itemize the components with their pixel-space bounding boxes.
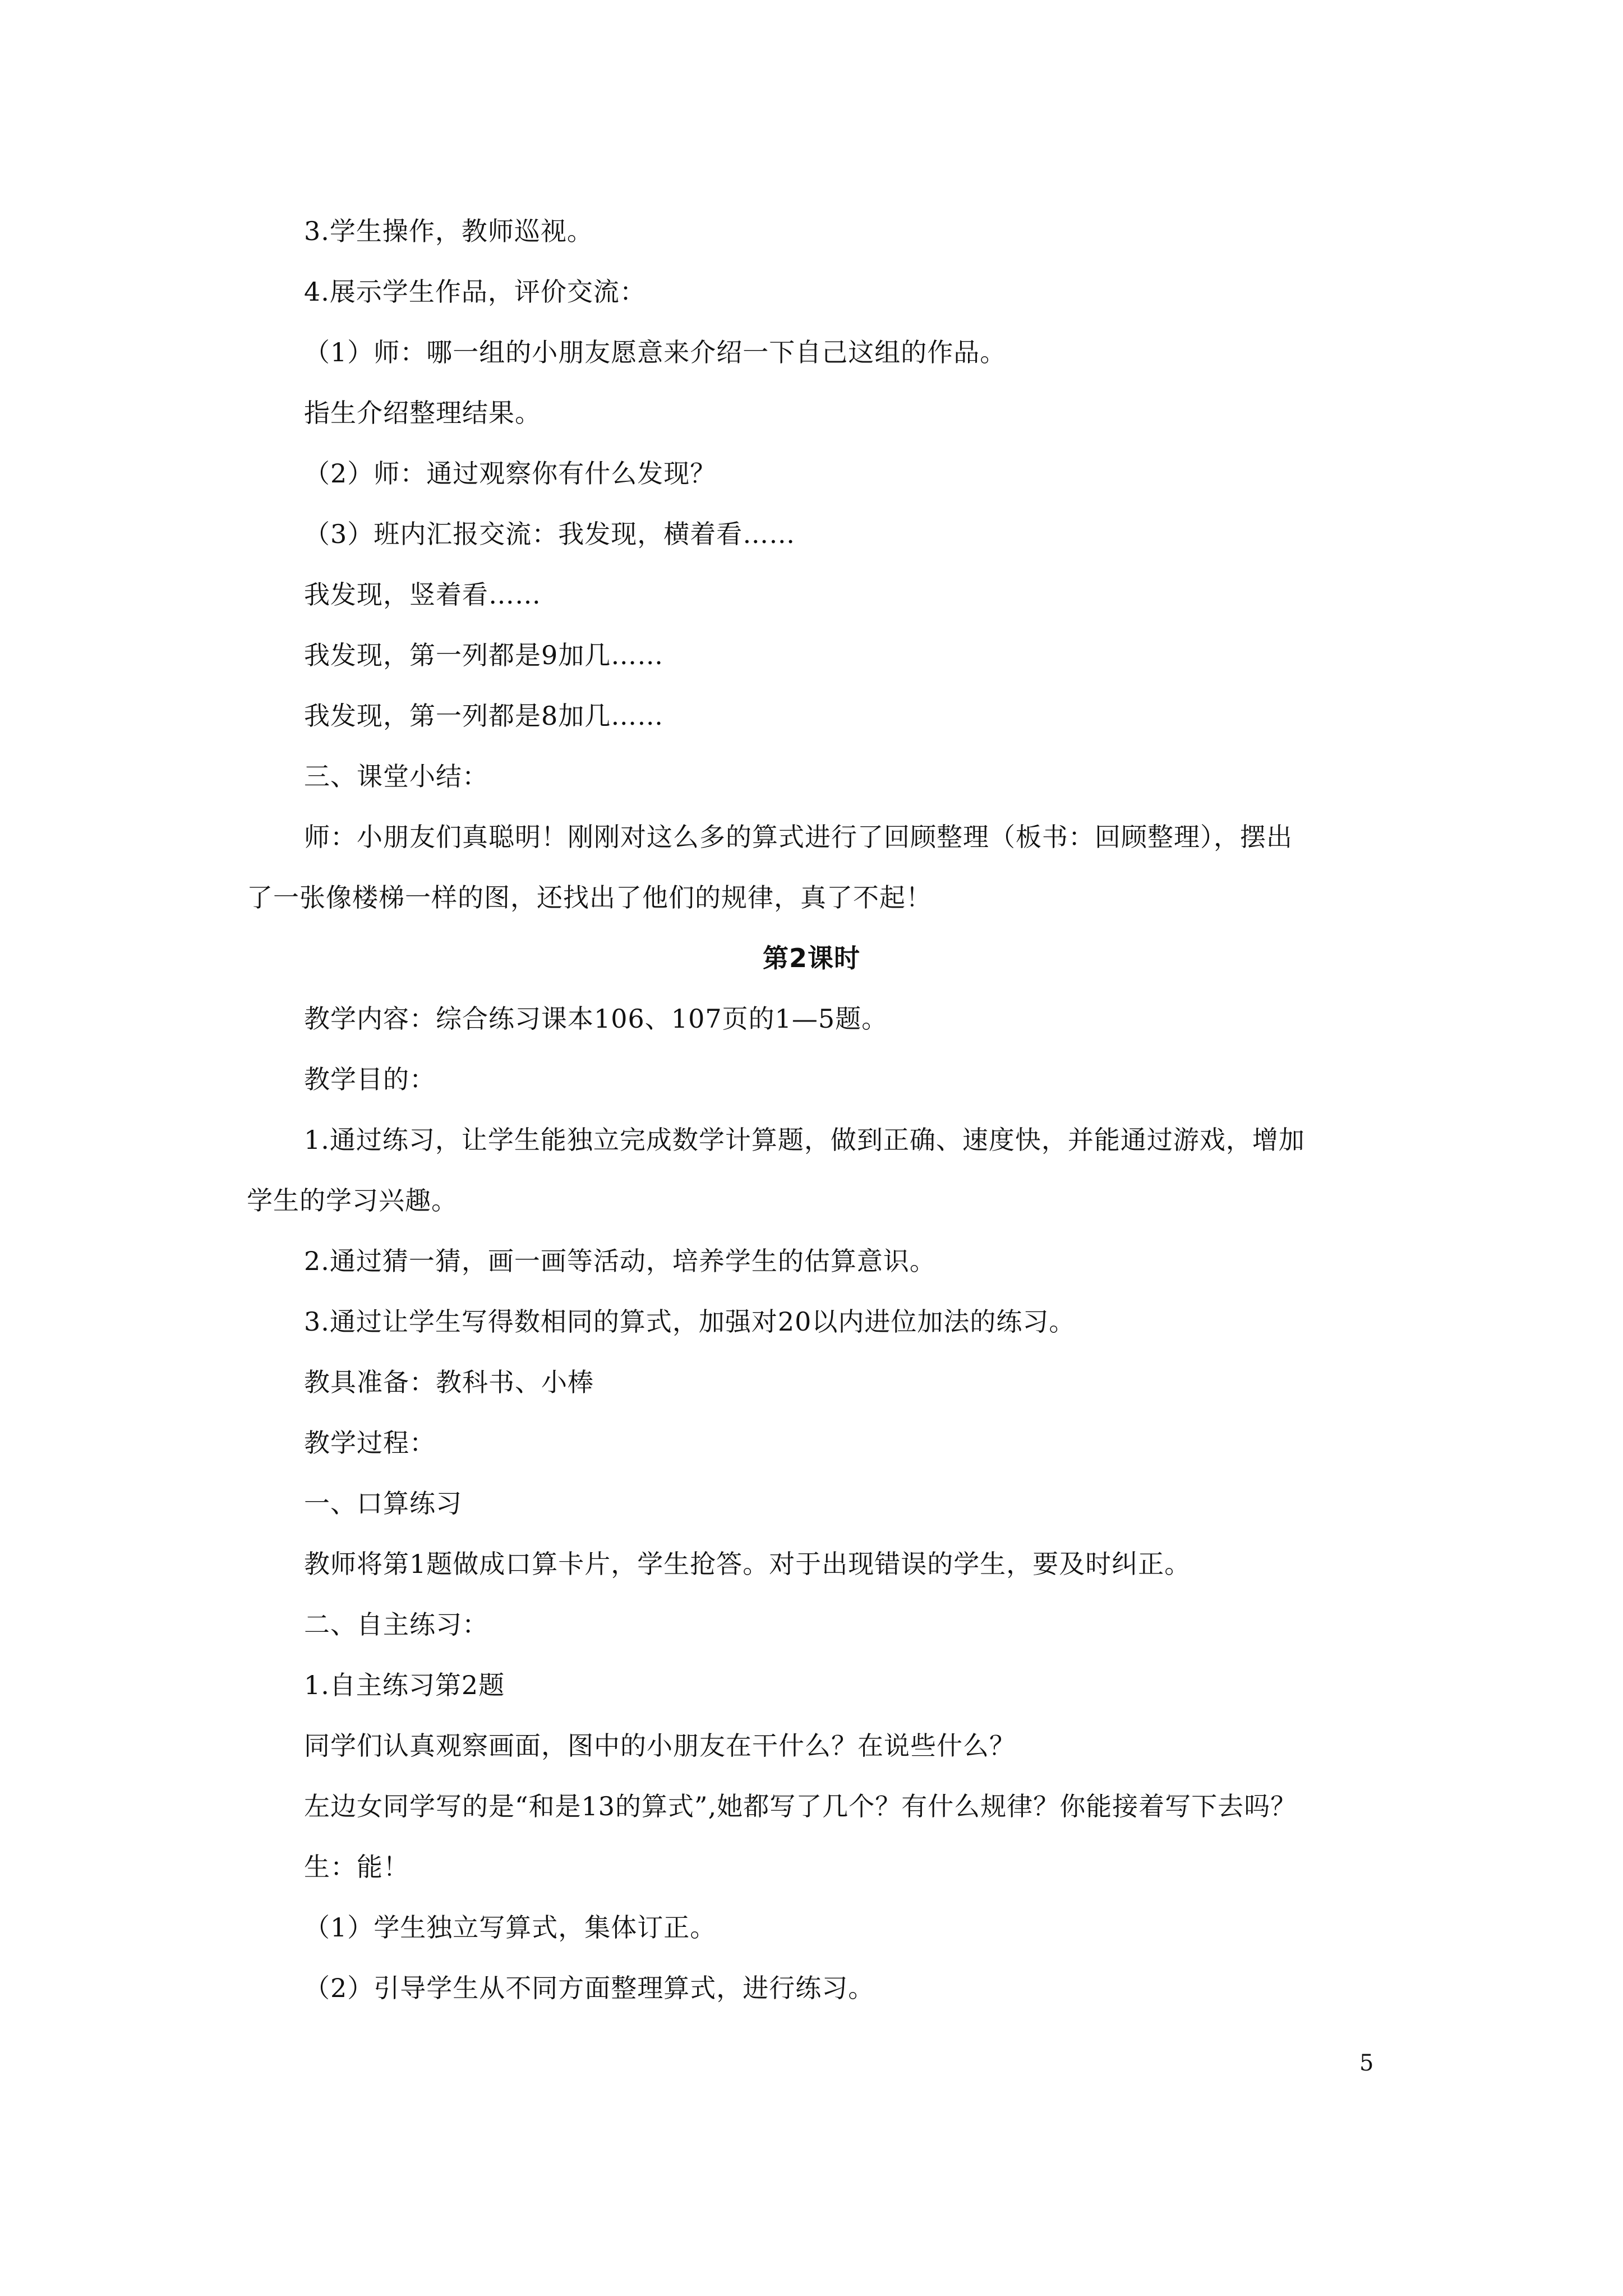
paragraph-line: 我发现，第一列都是9加几……	[304, 640, 664, 670]
paragraph-line: 教学过程：	[304, 1428, 436, 1458]
paragraph-line: 同学们认真观察画面，图中的小朋友在干什么？在说些什么？	[304, 1731, 1016, 1761]
paragraph-line: （3）班内汇报交流：我发现，横着看……	[304, 519, 796, 549]
paragraph-line: 2.通过猜一猜，画一画等活动，培养学生的估算意识。	[304, 1246, 936, 1276]
paragraph-line: 学生的学习兴趣。	[247, 1185, 458, 1216]
paragraph-line: 1.通过练习，让学生能独立完成数学计算题，做到正确、速度快，并能通过游戏，增加	[304, 1125, 1305, 1155]
paragraph-line: 二、自主练习：	[304, 1609, 488, 1640]
paragraph-line: 4.展示学生作品，评价交流：	[304, 277, 646, 307]
page-number: 5	[1359, 2050, 1374, 2076]
paragraph-line: （2）师：通过观察你有什么发现？	[304, 458, 717, 489]
paragraph-line: 1.自主练习第2题	[304, 1670, 505, 1700]
paragraph-line: 左边女同学写的是“和是13的算式”,她都写了几个？有什么规律？你能接着写下去吗？	[304, 1791, 1297, 1821]
paragraph-line: 师：小朋友们真聪明！刚刚对这么多的算式进行了回顾整理（板书：回顾整理），摆出	[304, 822, 1293, 852]
paragraph-line: 指生介绍整理结果。	[304, 398, 541, 428]
paragraph-line: （1）师：哪一组的小朋友愿意来介绍一下自己这组的作品。	[304, 337, 1007, 367]
paragraph-line: （2）引导学生从不同方面整理算式，进行练习。	[304, 1973, 875, 2003]
paragraph-line: 教学内容：综合练习课本106、107页的1—5题。	[304, 1004, 888, 1034]
paragraph-line: 教具准备：教科书、小棒	[304, 1367, 594, 1397]
paragraph-line: 我发现，竖着看……	[304, 579, 541, 610]
paragraph-line: 我发现，第一列都是8加几……	[304, 701, 664, 731]
paragraph-line: 教学目的：	[304, 1064, 436, 1094]
paragraph-line: 一、口算练习	[304, 1488, 462, 1519]
paragraph-line: 3.学生操作，教师巡视。	[304, 216, 593, 246]
paragraph-line: （1）学生独立写算式，集体订正。	[304, 1912, 717, 1943]
paragraph-line: 了一张像楼梯一样的图，还找出了他们的规律，真了不起！	[247, 882, 932, 913]
paragraph-line: 生：能！	[304, 1852, 409, 1882]
paragraph-line: 教师将第1题做成口算卡片，学生抢答。对于出现错误的学生，要及时纠正。	[304, 1549, 1191, 1579]
paragraph-line: 三、课堂小结：	[304, 761, 488, 792]
paragraph-line: 3.通过让学生写得数相同的算式，加强对20以内进位加法的练习。	[304, 1306, 1076, 1337]
section-title: 第2课时	[762, 943, 860, 973]
